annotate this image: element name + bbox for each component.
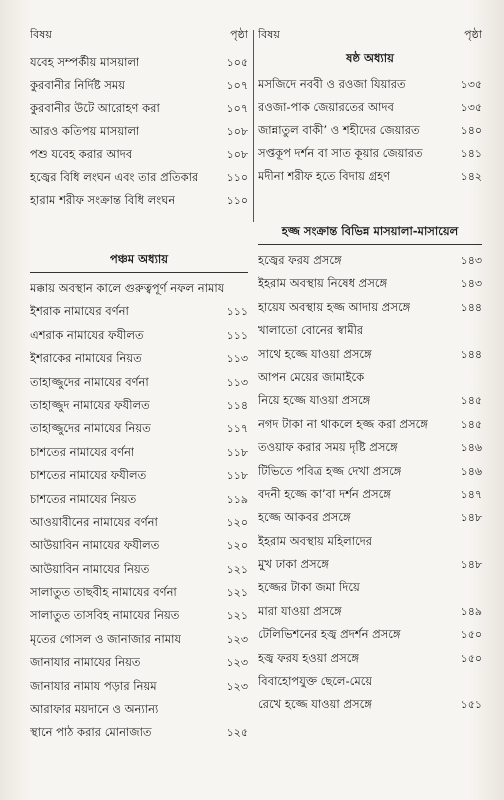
toc-entry-page: ১৪০ — [460, 124, 482, 137]
toc-entry-page: ১১৮ — [226, 469, 248, 483]
toc-entry-title: আউয়াবিন নামাযের নিয়ত — [30, 561, 150, 576]
subject-heading: বিষয় — [258, 28, 280, 41]
toc-entry-page: ১৩৫ — [460, 78, 482, 91]
toc-entry-page: ১৪১ — [460, 147, 482, 160]
toc-entry-title: জানাযার নামাযের নিয়ত — [30, 655, 141, 670]
toc-entry-page: ১৪৩ — [460, 254, 482, 267]
toc-entry-title: ইহরাম অবস্থায় নিষেধ প্রসঙ্গে — [258, 276, 388, 291]
toc-entry — [258, 693, 482, 716]
toc-entry-page: ১১১ — [226, 328, 248, 342]
toc-entry-page: ১৪৩ — [460, 277, 482, 291]
toc-entry-page: ১২৩ — [226, 656, 248, 670]
right-bottom-list — [258, 249, 482, 717]
toc-entry — [30, 534, 248, 557]
toc-entry — [258, 119, 482, 142]
toc-entry-page: ১৩৫ — [460, 101, 482, 114]
toc-entry-title: হজ্ব ফরয হওয়া প্রসঙ্গে — [258, 650, 359, 665]
toc-entry — [30, 558, 248, 581]
chapter-six-title: ষষ্ঠ অধ্যায় — [346, 51, 394, 65]
toc-entry-page: ১৪৮ — [460, 558, 482, 572]
toc-entry-title: খালাতো বোনের স্বামীর — [258, 323, 364, 338]
toc-entry — [258, 530, 482, 553]
toc-entry-page: ১১৩ — [226, 375, 248, 389]
toc-entry — [30, 394, 248, 417]
toc-entry-title: নিয়ে হজ্জে যাওয়া প্রসঙ্গে — [258, 393, 371, 408]
toc-entry-title: হজ্জের টাকা জমা দিয়ে — [258, 580, 360, 595]
toc-entry — [258, 460, 482, 483]
toc-entry — [258, 506, 482, 529]
left-column — [30, 28, 248, 745]
toc-entry-title: হজ্জে আকবর প্রসঙ্গে — [258, 510, 351, 525]
toc-entry-page: ১৪২ — [460, 170, 482, 183]
toc-entry — [258, 165, 482, 188]
toc-entry-page: ১৪৫ — [460, 394, 482, 408]
toc-entry — [30, 324, 248, 347]
toc-entry — [30, 721, 248, 744]
toc-entry-title: রওজা-পাক জেয়ারতের আদব — [258, 100, 394, 114]
right-column-header — [258, 28, 482, 42]
toc-entry-title: টিভিতে পবিত্র হজ্জ দেখা প্রসঙ্গে — [258, 463, 402, 478]
toc-entry-page: ১০৮ — [226, 148, 248, 161]
toc-entry — [258, 389, 482, 412]
toc-entry-title: সপ্তকূপ দর্শন বা সাত কূয়ার জেয়ারত — [258, 146, 423, 160]
toc-entry-title: চাশতের নামাযের ফযীলত — [30, 468, 147, 483]
chapter-five-rule — [30, 266, 248, 273]
toc-entry — [30, 189, 248, 212]
hajj-issues-rule — [258, 238, 482, 245]
toc-entry-page: ১১৯ — [226, 492, 248, 506]
toc-entry-title: ইশরাকের নামাযের নিয়ত — [30, 351, 142, 366]
left-bottom-list — [30, 277, 248, 745]
toc-entry — [30, 441, 248, 464]
toc-entry-page: ১২০ — [226, 515, 248, 529]
toc-entry-title: বদনী হজ্জে কা’বা দর্শন প্রসঙ্গে — [258, 486, 391, 501]
toc-entry-title: মসজিদে নববী ও রওজা যিয়ারত — [258, 77, 406, 91]
toc-entry — [258, 553, 482, 576]
subject-heading: বিষয় — [30, 28, 52, 41]
toc-entry — [258, 296, 482, 319]
left-top-list — [30, 51, 248, 212]
toc-entry — [258, 343, 482, 366]
toc-entry-title: আরাফার ময়দানে ও অন্যান্য — [30, 702, 159, 717]
toc-entry — [30, 51, 248, 74]
toc-entry — [30, 651, 248, 674]
toc-entry-title: ইশরাক নামাযের বর্ণনা — [30, 304, 129, 319]
toc-entry — [258, 249, 482, 272]
toc-entry — [258, 96, 482, 119]
hajj-issues-title: হজ্জ সংক্রান্ত বিভিন্ন মাসয়ালা-মাসায়েল — [281, 224, 459, 238]
toc-entry-page: ১৫১ — [460, 698, 482, 712]
toc-entry-title: মুখ ঢাকা প্রসঙ্গে — [258, 557, 329, 572]
toc-entry-page: ১৪৪ — [460, 347, 482, 361]
toc-entry-title: জান্নাতুল বাকী’ ও শহীদের জেয়ারত — [258, 123, 420, 137]
toc-entry-page: ১২১ — [226, 609, 248, 623]
toc-entry-page: ১১০ — [226, 194, 248, 207]
toc-entry-page: ১৪৮ — [460, 511, 482, 525]
toc-entry-page: ১২৫ — [226, 726, 248, 740]
toc-entry-page: ১২১ — [226, 586, 248, 600]
toc-entry-page: ১১০ — [226, 171, 248, 184]
toc-entry-page: ১৪৬ — [460, 464, 482, 478]
toc-entry-page: ১০৮ — [226, 125, 248, 138]
toc-entry-title: সাথে হজ্জে যাওয়া প্রসঙ্গে — [258, 346, 372, 361]
toc-entry-title: কুরবানীর নির্দিষ্ট সময় — [30, 78, 126, 92]
toc-entry-page: ১৪৯ — [460, 604, 482, 618]
toc-entry-page: ১১১ — [226, 305, 248, 319]
toc-entry-page: ১৪৪ — [460, 300, 482, 314]
page-heading: পৃষ্ঠা — [464, 28, 482, 41]
toc-entry — [30, 347, 248, 370]
toc-entry — [258, 73, 482, 96]
toc-entry-page: ১২১ — [226, 562, 248, 576]
toc-entry-page: ১১৮ — [226, 445, 248, 459]
toc-entry-page: ১০৫ — [226, 56, 248, 69]
toc-entry-title: মৃতের গোসল ও জানাজার নামায — [30, 631, 182, 646]
toc-entry — [258, 366, 482, 389]
toc-entry-title: ইহরাম অবস্থায় মহিলাদের — [258, 533, 373, 548]
toc-entry — [258, 142, 482, 165]
toc-entry-page: ১৪৬ — [460, 441, 482, 455]
toc-entry — [258, 670, 482, 693]
toc-entry — [30, 97, 248, 120]
toc-entry — [30, 604, 248, 627]
toc-entry-title: স্থানে পাঠ করার মোনাজাত — [30, 725, 152, 740]
toc-entry-title: এশরাক নামাযের ফযীলত — [30, 327, 144, 342]
toc-entry-page: ১০৭ — [226, 102, 248, 115]
toc-entry — [30, 74, 248, 97]
toc-entry — [30, 417, 248, 440]
toc-entry-page: ১২৩ — [226, 679, 248, 693]
toc-entry-title: জানাযার নামায পড়ার নিয়ম — [30, 678, 157, 693]
toc-entry — [258, 576, 482, 599]
toc-entry — [258, 623, 482, 646]
toc-entry-page: ১২০ — [226, 539, 248, 553]
toc-entry-title: তাহাজ্জুদের নামাযের নিয়ত — [30, 421, 151, 436]
toc-entry — [258, 436, 482, 459]
toc-entry-title: হজ্বের বিধি লংঘন এবং তার প্রতিকার — [30, 170, 199, 184]
toc-entry — [258, 272, 482, 295]
left-column-header — [30, 28, 248, 42]
toc-entry — [258, 600, 482, 623]
toc-entry-title: যবেহ সম্পর্কীয় মাসয়ালা — [30, 55, 140, 69]
toc-entry-title: রেখে হজ্জে যাওয়া প্রসঙ্গে — [258, 697, 372, 712]
toc-entry-title: কুরবানীর উটে আরোহণ করা — [30, 101, 160, 115]
toc-entry-page: ১০৭ — [226, 79, 248, 92]
toc-entry — [30, 120, 248, 143]
toc-entry-title: নগদ টাকা না থাকলে হজ্জ করা প্রসঙ্গে — [258, 416, 428, 431]
toc-entry — [258, 647, 482, 670]
toc-entry-title: তাহাজ্জুদ নামাযের ফযীলত — [30, 397, 150, 412]
toc-entry-title: মদীনা শরীফ হতে বিদায় গ্রহণ — [258, 169, 391, 183]
toc-entry — [30, 628, 248, 651]
toc-entry-page: ১৪৭ — [460, 487, 482, 501]
toc-entry-page: ১৫০ — [460, 651, 482, 665]
column-divider — [253, 30, 254, 222]
toc-entry — [30, 488, 248, 511]
toc-entry-title: আওয়াবীনের নামাযের বর্ণনা — [30, 514, 158, 529]
toc-entry-title: টেলিভিশনের হজ্ব প্রদর্শন প্রসঙ্গে — [258, 627, 401, 642]
toc-entry-title: পশু যবেহ করার আদব — [30, 147, 133, 161]
toc-entry — [30, 143, 248, 166]
toc-entry — [30, 464, 248, 487]
toc-entry-page: ১২৩ — [226, 632, 248, 646]
toc-entry — [30, 675, 248, 698]
toc-entry — [30, 371, 248, 394]
toc-entry-title: চাশতের নামাযের নিয়ত — [30, 491, 137, 506]
toc-entry — [30, 581, 248, 604]
toc-entry — [30, 300, 248, 323]
toc-entry — [30, 511, 248, 534]
toc-entry-page: ১১৪ — [226, 398, 248, 412]
toc-entry-page: ১৫০ — [460, 628, 482, 642]
toc-entry-title: আউয়াবিন নামাযের ফযীলত — [30, 538, 160, 553]
toc-entry — [30, 277, 248, 300]
toc-entry-title: আপন মেয়ের জামাইকে — [258, 369, 365, 384]
toc-entry — [258, 483, 482, 506]
toc-entry-title: আরও কতিপয় মাসয়ালা — [30, 124, 140, 138]
right-top-list — [258, 73, 482, 188]
page-heading: পৃষ্ঠা — [230, 28, 248, 41]
toc-entry-title: মারা যাওয়া প্রসঙ্গে — [258, 603, 342, 618]
toc-entry-title: চাশতের নামাযের বর্ণনা — [30, 444, 135, 459]
toc-entry-title: তওয়াফ করার সময় দৃষ্টি প্রসঙ্গে — [258, 440, 398, 455]
toc-entry-page: ১১৭ — [226, 422, 248, 436]
toc-entry-title: সালাতুত তাসবিহ নামাযের নিয়ত — [30, 608, 180, 623]
toc-entry-title: মক্কায় অবস্থান কালে গুরুত্বপূর্ণ নফল নামায — [30, 281, 225, 295]
toc-entry-title: বিবাহোপযুক্ত ছেলে-মেয়ে — [258, 674, 373, 689]
toc-entry — [258, 319, 482, 342]
toc-entry-title: হায়েয অবস্থায় হজ্জ আদায় প্রসঙ্গে — [258, 299, 411, 314]
toc-entry-title: হজ্বের ফরয প্রসঙ্গে — [258, 253, 342, 267]
toc-entry-title: তাহাজ্জুদের নামাযের বর্ণনা — [30, 374, 149, 389]
chapter-five-title: পঞ্চম অধ্যায় — [109, 252, 169, 266]
toc-entry — [30, 698, 248, 721]
toc-entry-title: সালাতুত তাছবীহ নামাযের বর্ণনা — [30, 585, 177, 600]
toc-entry — [258, 413, 482, 436]
toc-entry-title: হারাম শরীফ সংক্রান্ত বিধি লংঘন — [30, 193, 176, 207]
right-column — [258, 28, 482, 717]
toc-entry — [30, 166, 248, 189]
toc-entry-page: ১১৩ — [226, 352, 248, 366]
toc-entry-page: ১৪৫ — [460, 417, 482, 431]
